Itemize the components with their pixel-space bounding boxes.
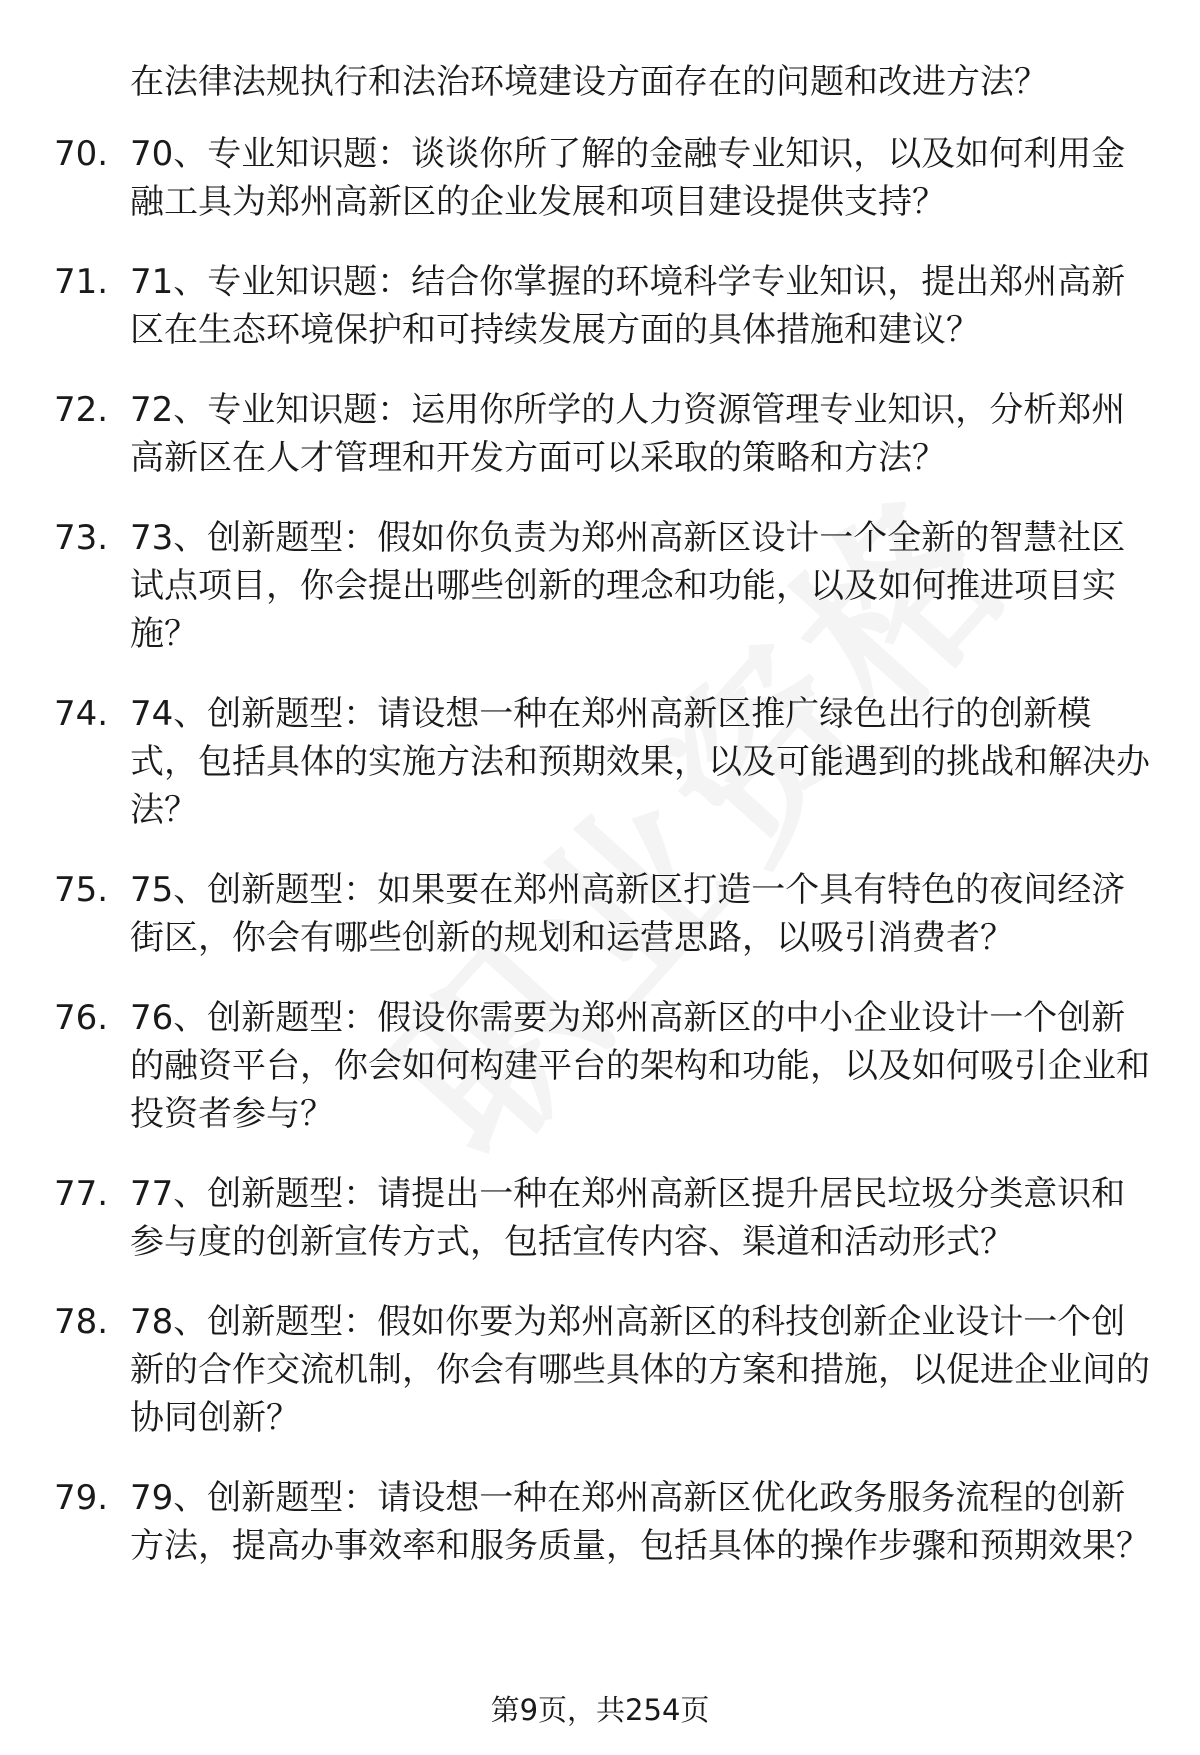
question-text: 76、创新题型：假设你需要为郑州高新区的中小企业设计一个创新的融资平台，你会如何构建平台的架构和功能，以及如何吸引企业和投资者参与？ bbox=[130, 998, 1150, 1134]
list-item bbox=[0, 994, 1200, 1138]
question-text: 75、创新题型：如果要在郑州高新区打造一个具有特色的夜间经济街区，你会有哪些创新的规划和运营思路，以吸引消费者？ bbox=[130, 870, 1126, 958]
question-number: 73. bbox=[54, 518, 109, 558]
question-number: 77. bbox=[54, 1174, 109, 1214]
question-number: 70. bbox=[54, 134, 109, 174]
list-item bbox=[0, 690, 1200, 834]
list-item bbox=[0, 1170, 1200, 1266]
question-text: 71、专业知识题：结合你掌握的环境科学专业知识，提出郑州高新区在生态环境保护和可持续发展方面的具体措施和建议？ bbox=[130, 262, 1126, 350]
question-text: 79、创新题型：请设想一种在郑州高新区优化政务服务流程的创新方法，提高办事效率和服务质量，包括具体的操作步骤和预期效果？ bbox=[130, 1478, 1150, 1566]
question-number: 74. bbox=[54, 694, 109, 734]
list-item bbox=[0, 386, 1200, 482]
question-number: 79. bbox=[54, 1478, 109, 1518]
question-list bbox=[0, 130, 1200, 1602]
question-text: 70、专业知识题：谈谈你所了解的金融专业知识，以及如何利用金融工具为郑州高新区的企业发展和项目建设提供支持？ bbox=[130, 134, 1126, 222]
list-item bbox=[0, 1474, 1200, 1570]
continued-question-text: 在法律法规执行和法治环境建设方面存在的问题和改进方法？ bbox=[130, 62, 1048, 102]
list-item bbox=[0, 258, 1200, 354]
question-text: 72、专业知识题：运用你所学的人力资源管理专业知识，分析郑州高新区在人才管理和开发方面可以采取的策略和方法？ bbox=[130, 390, 1126, 478]
page-number-footer: 第9页，共254页 bbox=[490, 1693, 710, 1727]
list-item bbox=[0, 130, 1200, 226]
question-number: 72. bbox=[54, 390, 109, 430]
question-number: 71. bbox=[54, 262, 109, 302]
question-number: 75. bbox=[54, 870, 109, 910]
question-text: 74、创新题型：请设想一种在郑州高新区推广绿色出行的创新模式，包括具体的实施方法和预期效果，以及可能遇到的挑战和解决办法？ bbox=[130, 694, 1150, 830]
question-text: 78、创新题型：假如你要为郑州高新区的科技创新企业设计一个创新的合作交流机制，你会有哪些具体的方案和措施，以促进企业间的协同创新？ bbox=[130, 1302, 1150, 1438]
question-number: 76. bbox=[54, 998, 109, 1038]
question-text: 77、创新题型：请提出一种在郑州高新区提升居民垃圾分类意识和参与度的创新宣传方式，包括宣传内容、渠道和活动形式？ bbox=[130, 1174, 1126, 1262]
list-item bbox=[0, 1298, 1200, 1442]
question-number: 78. bbox=[54, 1302, 109, 1342]
question-text: 73、创新题型：假如你负责为郑州高新区设计一个全新的智慧社区试点项目，你会提出哪些创新的理念和功能，以及如何推进项目实施？ bbox=[130, 518, 1126, 654]
list-item bbox=[0, 866, 1200, 962]
list-item bbox=[0, 514, 1200, 658]
